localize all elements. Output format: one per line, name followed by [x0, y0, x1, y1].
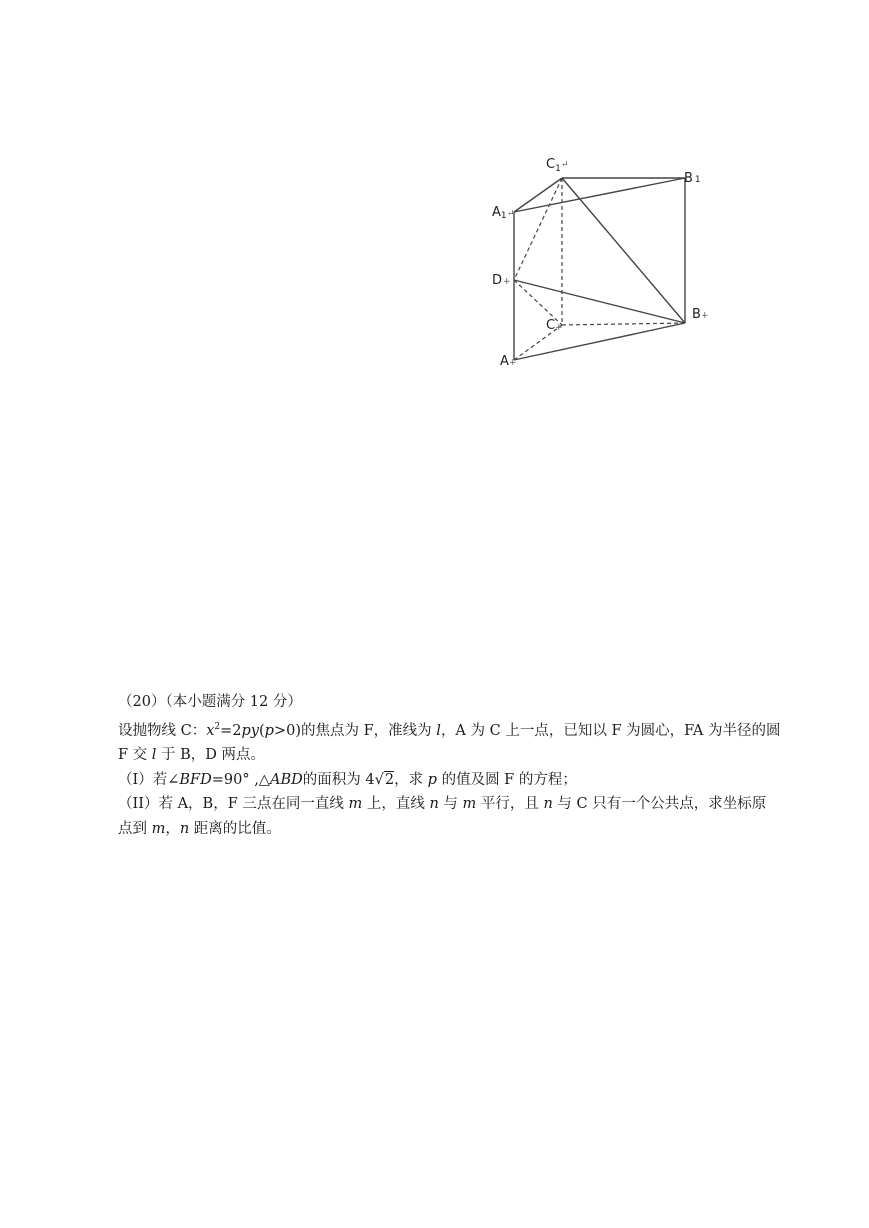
text: 平行，且 — [476, 796, 544, 812]
var-n: n — [429, 796, 439, 812]
var-l: l — [436, 722, 441, 739]
text: 上，直线 — [362, 796, 430, 812]
problem-statement-line-2 — [118, 743, 768, 768]
text: 的面积为 4 — [302, 771, 375, 788]
exponent: 2 — [214, 721, 221, 732]
var-p: p — [264, 722, 274, 739]
label-a1: A1 — [492, 205, 507, 221]
radicand: 2 — [384, 771, 395, 788]
var-x: x — [206, 722, 215, 739]
text: 的值及圆 F 的方程； — [436, 771, 577, 788]
text: 设抛物线 C： — [118, 722, 207, 739]
text: 于 B，D 两点。 — [156, 747, 266, 763]
text: 距离的比值。 — [189, 820, 281, 837]
var-abd: ABD — [269, 771, 303, 788]
var-n: n — [179, 820, 190, 837]
var-n: n — [543, 796, 553, 812]
plus-mark-a: + — [509, 358, 517, 368]
var-bfd: BFD — [179, 771, 212, 788]
text: ， — [165, 820, 180, 837]
label-c: C — [546, 318, 556, 333]
var-p: p — [427, 771, 437, 788]
text: >0) — [273, 722, 302, 739]
var-m: m — [462, 796, 477, 812]
text: （I）若∠ — [118, 771, 180, 788]
text: =90° ,△ — [211, 771, 270, 788]
problem-header — [118, 690, 768, 715]
text: =2 — [220, 722, 242, 739]
text: （II）若 A，B，F 三点在同一直线 — [118, 796, 349, 812]
text: 与 C 只有一个公共点，求坐标原 — [552, 796, 767, 812]
text: ，求 — [394, 771, 428, 788]
prism-figure — [480, 150, 720, 375]
var-l: l — [151, 747, 157, 763]
var-py: py — [241, 722, 259, 739]
label-b1: B 1 — [684, 171, 701, 186]
question-part-1 — [118, 768, 768, 793]
edge-a1-b1 — [514, 178, 685, 212]
text: ，A 为 C 上一点，已知以 F 为圆心，FA 为半径的圆 — [440, 722, 781, 739]
plus-mark-b: + — [701, 311, 709, 321]
return-mark-c1: ↵ — [561, 160, 569, 170]
label-a: A — [500, 354, 509, 369]
text: 与 — [438, 796, 463, 812]
question-part-2-cont — [118, 817, 768, 842]
label-c1: $C_1$ — [546, 157, 561, 174]
problem-20 — [118, 690, 781, 841]
label-b: B — [692, 307, 701, 322]
triangular-prism-diagram — [480, 150, 720, 375]
plus-mark-c: + — [555, 323, 563, 333]
problem-statement-line-1 — [118, 715, 781, 744]
edge-c1-b — [562, 178, 685, 323]
sqrt-symbol: √2 — [374, 771, 395, 788]
return-mark-a1: ↵ — [507, 209, 515, 219]
var-m: m — [151, 820, 166, 837]
text: F 交 — [118, 747, 152, 763]
var-m: m — [348, 796, 363, 812]
edge-c1-d — [514, 178, 562, 280]
text: 点到 — [118, 820, 152, 837]
header-text: （20）（本小题满分 12 分） — [118, 694, 302, 710]
edge-d-b — [514, 280, 685, 323]
label-d: D — [492, 273, 503, 288]
edge-c-b — [562, 323, 685, 325]
text: ( — [259, 722, 265, 739]
text: 的焦点为 F，准线为 — [301, 722, 437, 739]
plus-mark-d: + — [503, 277, 511, 287]
question-part-2 — [118, 792, 768, 817]
